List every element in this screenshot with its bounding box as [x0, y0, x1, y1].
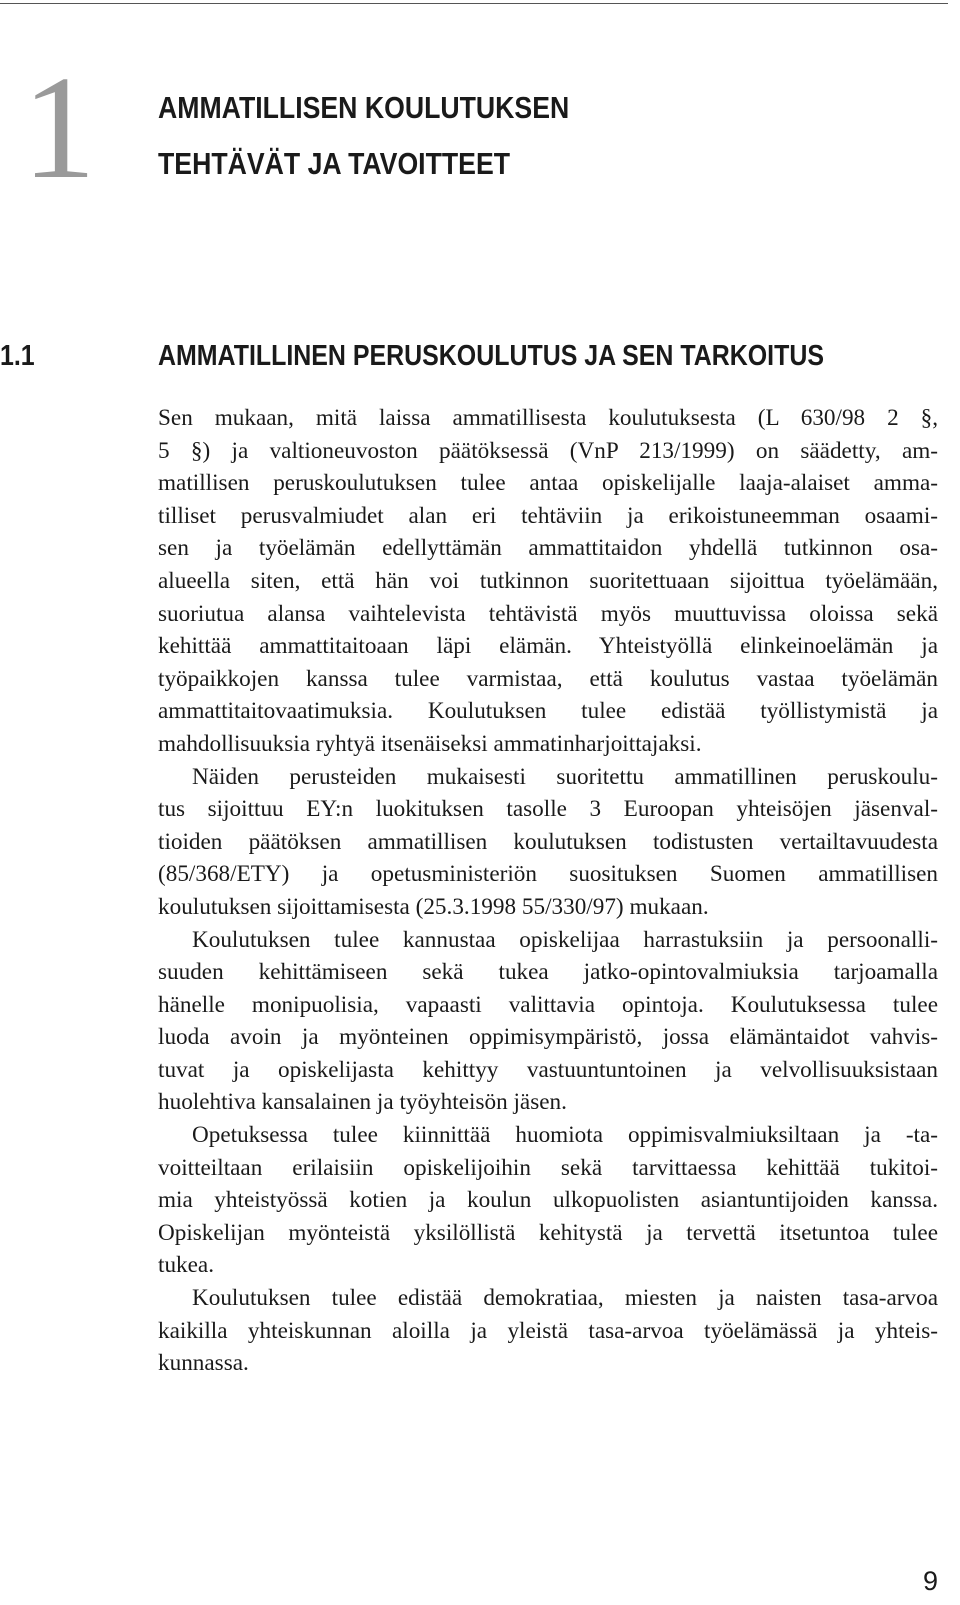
paragraph: [158, 1119, 938, 1282]
text-line: mahdollisuuksia ryhtyä itsenäiseksi ammatinharjoittajaksi.: [158, 730, 702, 757]
text-line: kaikilla yhteiskunnan aloilla ja yleistä tasa-arvoa työelämässä ja yhteis-: [158, 1317, 938, 1344]
chapter-number: 1: [22, 46, 96, 210]
text-line: työpaikkojen kanssa tulee varmistaa, että koulutus vastaa työelämän: [158, 665, 938, 692]
text-line: luoda avoin ja myönteinen oppimisympäristö, jossa elämäntaidot vahvis-: [158, 1024, 938, 1051]
top-rule: [0, 3, 948, 4]
text-line: tilliset perusvalmiudet alan eri tehtäviin ja erikoistuneemman osaami-: [158, 502, 938, 529]
text-line: sen ja työelämän edellyttämän ammattitaidon yhdellä tutkinnon osa-: [158, 535, 938, 562]
text-line: Opiskelijan myönteistä yksilöllistä kehitystä ja tervettä itsetuntoa tulee: [158, 1219, 938, 1246]
text-line: kehittää ammattitaitoaan läpi elämän. Yhteistyöllä elinkeinoelämän ja: [158, 633, 938, 660]
text-line: suoriutua alansa vaihtelevista tehtävistä myös muuttuvissa oloissa sekä: [158, 600, 938, 627]
paragraph: [158, 402, 938, 761]
text-line: (85/368/ETY) ja opetusministeriön suosituksen Suomen ammatillisen: [158, 861, 938, 888]
text-line: koulutuksen sijoittamisesta (25.3.1998 55/330/97) mukaan.: [158, 893, 709, 920]
chapter-title-line: TEHTÄVÄT JA TAVOITTEET: [158, 146, 511, 181]
text-line: Koulutuksen tulee kannustaa opiskelijaa harrastuksiin ja persoonalli-: [192, 926, 938, 953]
text-line: Koulutuksen tulee edistää demokratiaa, miesten ja naisten tasa-arvoa: [192, 1285, 938, 1312]
text-line: Opetuksessa tulee kiinnittää huomiota oppimisvalmiuksiltaan ja -ta-: [192, 1122, 938, 1149]
text-line: alueella siten, että hän voi tutkinnon suoritettuaan sijoittua työelämään,: [158, 567, 938, 594]
text-line: tioiden päätöksen ammatillisen koulutuksen todistusten vertailtavuudesta: [158, 828, 938, 855]
text-line: suuden kehittämiseen sekä tukea jatko-opintovalmiuksia tarjoamalla: [158, 959, 938, 986]
text-line: tuvat ja opiskelijasta kehittyy vastuuntuntoinen ja velvollisuuksistaan: [158, 1056, 938, 1083]
page-number: 9: [922, 1566, 938, 1596]
section-number: 1.1: [0, 340, 35, 372]
text-line: voitteiltaan erilaisiin opiskelijoihin sekä tarvittaessa kehittää tukitoi-: [158, 1154, 938, 1181]
text-line: tus sijoittuu EY:n luokituksen tasolle 3 Euroopan yhteisöjen jäsenval-: [158, 796, 938, 823]
section-title: AMMATILLINEN PERUSKOULUTUS JA SEN TARKOITUS: [158, 340, 824, 372]
paragraph: [158, 1282, 938, 1380]
text-line: matillisen peruskoulutuksen tulee antaa opiskelijalle laaja-alaiset amma-: [158, 470, 938, 497]
text-line: ammattitaitovaatimuksia. Koulutuksen tulee edistää työllistymistä ja: [158, 698, 938, 725]
text-line: Näiden perusteiden mukaisesti suoritettu ammatillinen peruskoulu-: [192, 763, 938, 790]
text-line: huolehtiva kansalainen ja työyhteisön jäsen.: [158, 1089, 567, 1116]
chapter-title: [158, 80, 569, 192]
chapter-title-line: AMMATILLISEN KOULUTUKSEN: [158, 90, 570, 125]
text-line: kunnassa.: [158, 1350, 249, 1377]
text-line: tukea.: [158, 1252, 215, 1279]
paragraph: [158, 924, 938, 1120]
text-line: Sen mukaan, mitä laissa ammatillisesta koulutuksesta (L 630/98 2 §,: [158, 405, 938, 431]
text-line: mia yhteistyössä kotien ja koulun ulkopuolisten asiantuntijoiden kanssa.: [158, 1187, 938, 1214]
text-line: hänelle monipuolisia, vapaasti valittavia opintoja. Koulutuksessa tulee: [158, 991, 938, 1018]
text-line: 5 §) ja valtioneuvoston päätöksessä (VnP 213/1999) on säädetty, am-: [158, 437, 938, 464]
body-text: [158, 402, 938, 1380]
paragraph: [158, 761, 938, 924]
